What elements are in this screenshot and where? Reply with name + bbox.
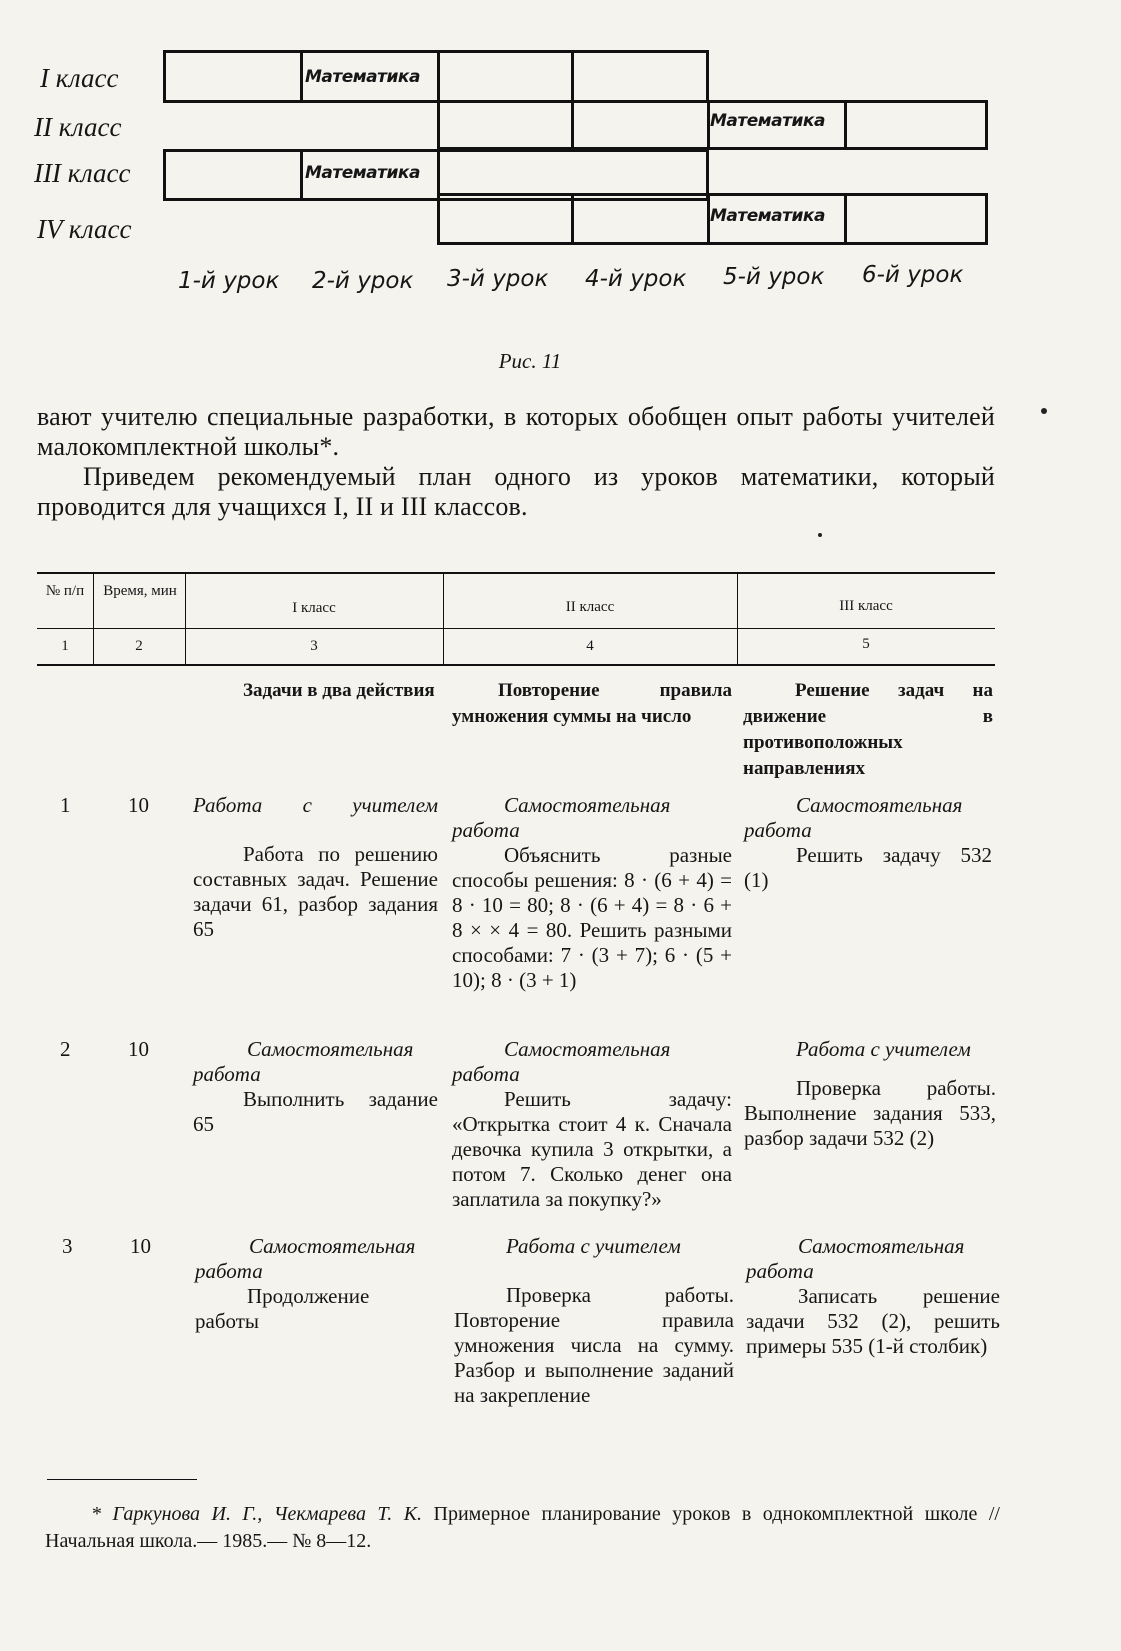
footnote-text: Примерное планирование уроков в однокомплектной школе // Начальная школа.— 1985.— № 8—12. [45,1503,1000,1552]
row2-time: 10 [128,1037,149,1061]
colnum-1: 1 [61,638,69,654]
footnote [45,1501,1000,1555]
lesson-label-3: 3-й урок [447,266,549,292]
row1-class3-mode: Самостоятельная работа [744,793,963,842]
class-label-3: III класс [34,158,131,188]
row2-class1 [193,1037,438,1137]
lesson-label-4: 4-й урок [585,266,687,292]
table-colnum-rule [37,664,995,666]
colnum-2: 2 [135,638,143,654]
row3-time: 10 [130,1234,151,1258]
topic-class-2: Повторение правила умножения суммы на число [452,680,732,727]
header-time: Время, мин [103,583,177,599]
row2-class3 [744,1037,996,1151]
header-number: № п/п [45,583,85,599]
row1-class1-text: Работа по решению составных задач. Решение задачи 61, разбор задания 65 [193,842,438,941]
row1-math-cell: Математика [305,67,420,87]
footnote-rule [47,1479,197,1480]
paragraph-2: Приведем рекомендуемый план одного из уроков математики, который проводится для учащихся I, II и III классов. [37,462,995,521]
row4-divider [571,193,574,245]
row1-time: 10 [128,793,149,817]
row4-divider [844,193,847,245]
row1-divider [437,50,440,103]
lesson-label-2: 2-й урок [312,268,414,294]
row2-class1-text: Выполнить задание 65 [193,1087,438,1136]
row3-number: 3 [62,1234,73,1258]
row1-divider [571,50,574,103]
row1-class1-mode: Работа с учителем [193,793,438,817]
colnum-5: 5 [862,636,870,652]
header-class-3: III класс [839,598,893,614]
figure-caption: Рис. 11 [498,349,562,373]
footnote-authors: * Гаркунова И. Г., Чекмарева Т. К. [91,1503,423,1525]
row3-class2-mode: Работа с учителем [506,1234,681,1258]
row3-divider [300,149,303,201]
row3-class1-text: Продолжение работы [195,1284,370,1333]
row2-divider [571,100,574,150]
row3-class1 [195,1234,440,1334]
header-class-2: II класс [565,599,615,615]
row3-class2-text: Проверка работы. Повторение правила умножения числа на сумму. Разбор и выполнение заданий на закрепление [454,1283,734,1407]
row1-divider [300,50,303,103]
class-label-2: II класс [34,112,122,142]
row1-class3-text: Решить задачу 532 (1) [744,843,992,892]
class-label-1: I класс [40,63,119,93]
lesson-label-6: 6-й урок [862,262,964,288]
row2-class3-mode: Работа с учителем [796,1037,971,1061]
row3-class3 [746,1234,1000,1359]
row1-class2-mode: Самостоятельная работа [452,793,671,842]
header-class-1: I класс [292,600,336,616]
table-header-rule [37,628,995,629]
colnum-3: 3 [310,638,318,654]
table-top-rule [37,572,995,574]
row1-class3 [744,793,992,893]
topic-class-1: Задачи в два действия [243,680,435,701]
row4-math-cell: Математика [710,206,825,226]
row2-class2-mode: Самостоятельная работа [452,1037,671,1086]
row3-class1-mode: Самостоятельная работа [195,1234,416,1283]
row1-number: 1 [60,793,71,817]
lesson-label-1: 1-й урок [178,268,280,294]
row1-class2 [452,793,732,993]
ink-speck [818,533,822,537]
row2-class3-text: Проверка работы. Выполнение задания 533, разбор задачи 532 (2) [744,1076,996,1150]
row2-class2-text: Решить задачу: «Открытка стоит 4 к. Сначала девочка купила 3 открытки, а потом 7. Сколько денег она заплатила за покупку?» [452,1087,732,1211]
paragraph-1: вают учителю специальные разработки, в которых обобщен опыт работы учителей малокомплектной школы*. [37,402,995,461]
row3-class3-mode: Самостоятельная работа [746,1234,965,1283]
row2-class1-mode: Самостоятельная работа [193,1037,414,1086]
row2-number: 2 [60,1037,71,1061]
row2-class2 [452,1037,732,1212]
topic-class-3: Решение задач на движение в противоположных направлениях [743,680,993,779]
row2-divider [844,100,847,150]
lesson-label-5: 5-й урок [723,264,825,290]
ink-speck [1041,408,1047,414]
row3-math-cell: Математика [305,163,420,183]
colnum-4: 4 [586,638,594,654]
row1-box [163,50,709,103]
row1-class1 [193,793,438,942]
row3-class3-text: Записать решение задачи 532 (2), решить примеры 535 (1-й столбик) [746,1284,1000,1358]
row2-math-cell: Математика [710,111,825,131]
class-label-4: IV класс [37,214,132,244]
row1-class2-text: Объяснить разные способы решения: 8 · (6 + 4) = 8 · 10 = 80; 8 · (6 + 4) = 8 · 6 + 8 × × 4 = 80. Решить разными способами: 7 · (3 + 7); 6 · (5 + 10); 8 · (3 + 1) [452,843,732,992]
row3-class2 [454,1234,734,1408]
